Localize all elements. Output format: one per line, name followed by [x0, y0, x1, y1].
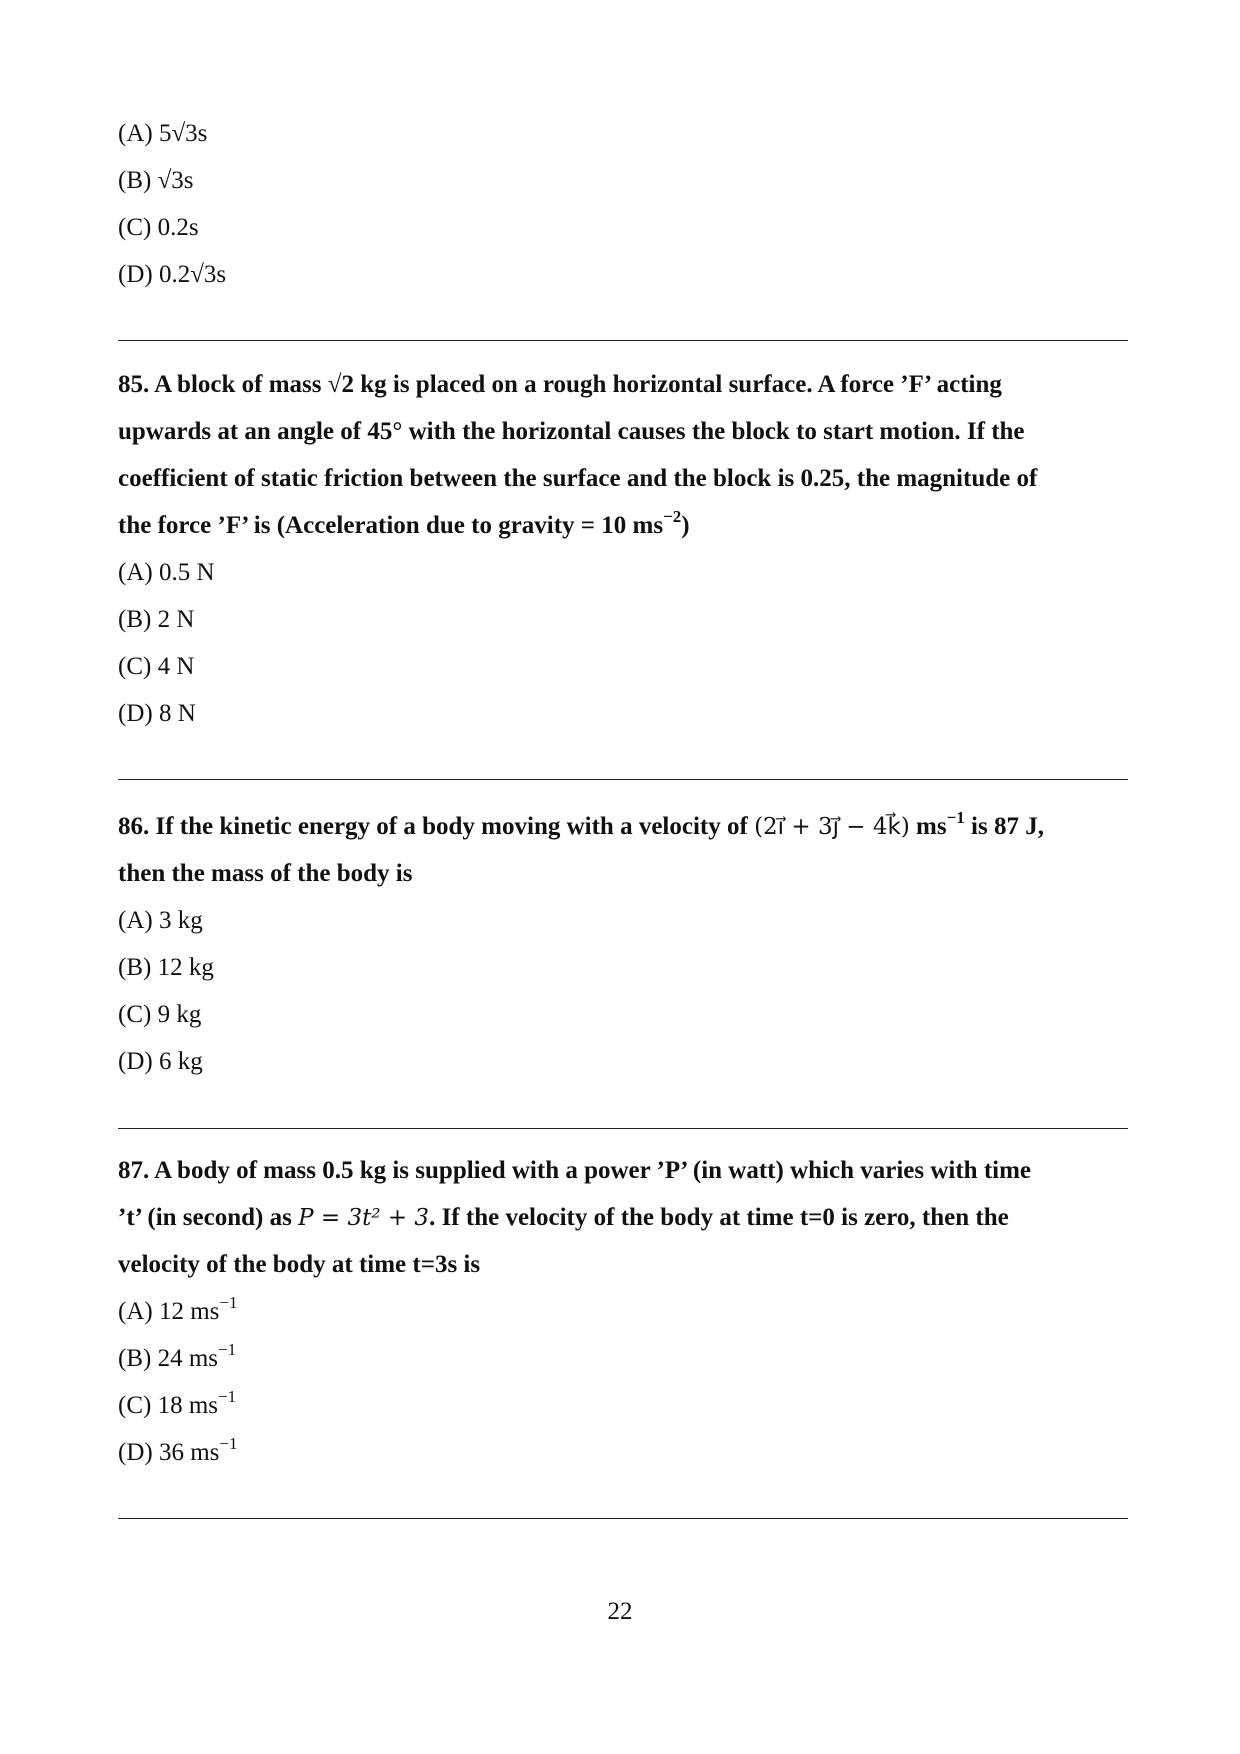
- option-d: [118, 1429, 1128, 1476]
- velocity-unit: ms: [909, 813, 947, 840]
- option-a: (A) 3 kg: [118, 907, 203, 934]
- option-d: (D) 6 kg: [118, 1048, 203, 1075]
- option-c: (C) 4 N: [118, 653, 195, 680]
- question-85-line-3: coefficient of static friction between the surface and the block is 0.25, the magnitude of: [118, 465, 1038, 492]
- exponent: −1: [219, 1433, 238, 1453]
- question-87-line-2: [118, 1194, 1128, 1241]
- option-d: (D) 8 N: [118, 700, 196, 727]
- velocity-vector: (2i⃗ + 3j⃗ − 4k⃗): [754, 814, 910, 840]
- option-d-text: (D) 36 ms: [118, 1439, 220, 1466]
- exponent: −1: [218, 1386, 237, 1406]
- question-87: [118, 1147, 1128, 1476]
- question-86-text: 86. If the kinetic energy of a body moving with a velocity of: [118, 813, 755, 840]
- question-85-line-2: upwards at an angle of 45° with the horizontal causes the block to start motion. If the: [118, 418, 1025, 445]
- question-87-line-1: 87. A body of mass 0.5 kg is supplied with a power ’P’ (in watt) which varies with time: [118, 1157, 1032, 1184]
- power-formula: P = 3t² + 3: [298, 1205, 430, 1231]
- closing-paren: ): [681, 512, 690, 539]
- question-86-line-2: then the mass of the body is: [118, 860, 413, 887]
- page-number: 22: [607, 1598, 633, 1625]
- question-87-text-end: . If the velocity of the body at time t=0 is zero, then the: [429, 1204, 1009, 1231]
- exponent: −1: [219, 1292, 238, 1312]
- option-a-text: (A) 12 ms: [118, 1298, 220, 1325]
- question-86-text-end: is 87 J,: [964, 813, 1044, 840]
- question-86: [118, 803, 1128, 1085]
- divider-2: [118, 779, 1128, 780]
- question-86-line-1: [118, 803, 1128, 850]
- option-c: (C) 9 kg: [118, 1001, 202, 1028]
- exponent: −1: [946, 807, 965, 827]
- option-b-text: (B) 24 ms: [118, 1345, 218, 1372]
- option-a: [118, 1288, 1128, 1335]
- option-d: (D) 0.2√3s: [118, 261, 227, 288]
- option-a: (A) 0.5 N: [118, 559, 215, 586]
- option-b: (B) √3s: [118, 167, 194, 194]
- divider-3: [118, 1128, 1128, 1129]
- question-85: [118, 361, 1128, 737]
- option-c-text: (C) 18 ms: [118, 1392, 218, 1419]
- question-87-line-3: velocity of the body at time t=3s is: [118, 1251, 481, 1278]
- divider-1: [118, 340, 1128, 341]
- option-c: [118, 1382, 1128, 1429]
- divider-4: [118, 1518, 1128, 1519]
- exponent: −2: [663, 506, 682, 526]
- question-85-line-4-text: the force ’F’ is (Acceleration due to gravity = 10 ms: [118, 512, 664, 539]
- option-a: (A) 5√3s: [118, 120, 208, 147]
- question-85-line-4: [118, 502, 1128, 549]
- prev-question-options: [118, 110, 1128, 298]
- exponent: −1: [218, 1339, 237, 1359]
- option-b: (B) 12 kg: [118, 954, 214, 981]
- question-85-line-1: 85. A block of mass √2 kg is placed on a rough horizontal surface. A force ’F’ acting: [118, 371, 1002, 398]
- option-c: (C) 0.2s: [118, 214, 199, 241]
- option-b: [118, 1335, 1128, 1382]
- question-87-text: ’t’ (in second) as: [118, 1204, 299, 1231]
- option-b: (B) 2 N: [118, 606, 195, 633]
